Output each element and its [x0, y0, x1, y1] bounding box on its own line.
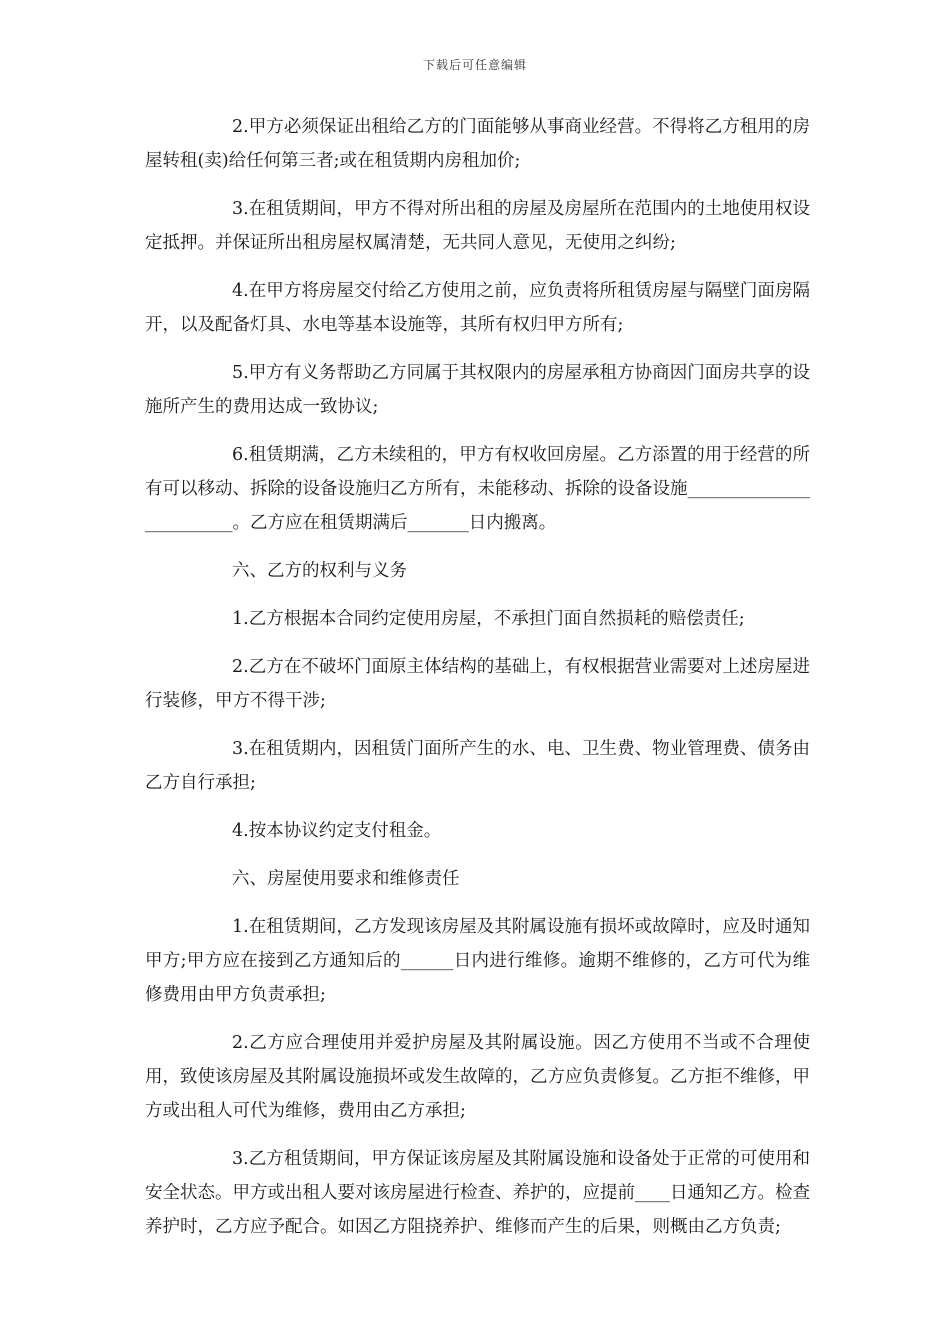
- clause-paragraph: 2.甲方必须保证出租给乙方的门面能够从事商业经营。不得将乙方租用的房屋转租(卖)给任何第三者;或在租赁期内房租加价;: [145, 117, 810, 171]
- clause-paragraph: 2.乙方在不破坏门面原主体结构的基础上，有权根据营业需要对上述房屋进行装修，甲方不得干涉;: [145, 657, 810, 711]
- clause-paragraph: 5.甲方有义务帮助乙方同属于其权限内的房屋承租方协商因门面房共享的设施所产生的费用达成一致协议;: [145, 363, 810, 417]
- clause-paragraph: 3.在租赁期间，甲方不得对所出租的房屋及房屋所在范围内的土地使用权设定抵押。并保证所出租房屋权属清楚，无共同人意见，无使用之纠纷;: [145, 199, 810, 253]
- clause-paragraph: 3.在租赁期内，因租赁门面所产生的水、电、卫生费、物业管理费、债务由乙方自行承担;: [145, 739, 810, 793]
- clause-paragraph: 1.乙方根据本合同约定使用房屋，不承担门面自然损耗的赔偿责任;: [232, 609, 745, 629]
- clause-paragraph: 4.按本协议约定支付租金。: [232, 821, 442, 841]
- clause-paragraph: 6.租赁期满，乙方未续租的，甲方有权收回房屋。乙方添置的用于经营的所有可以移动、拆除的设备设施归乙方所有，未能移动、拆除的设备设施________________________。乙方应在租赁期满后_______日内搬离。: [145, 445, 810, 533]
- clause-paragraph: 3.乙方租赁期间，甲方保证该房屋及其附属设施和设备处于正常的可使用和安全状态。甲方或出租人要对该房屋进行检查、养护的，应提前____日通知乙方。检查养护时，乙方应予配合。如因乙方阻挠养护、维修而产生的后果，则概由乙方负责;: [145, 1149, 810, 1237]
- page-header: 下载后可任意编辑: [422, 58, 527, 72]
- clause-paragraph: 4.在甲方将房屋交付给乙方使用之前，应负责将所租赁房屋与隔壁门面房隔开，以及配备灯具、水电等基本设施等，其所有权归甲方所有;: [145, 281, 810, 335]
- section-heading: 六、房屋使用要求和维修责任: [232, 869, 460, 889]
- section-heading: 六、乙方的权利与义务: [232, 561, 407, 581]
- document-body: [145, 110, 810, 1258]
- clause-paragraph: 2.乙方应合理使用并爱护房屋及其附属设施。因乙方使用不当或不合理使用，致使该房屋及其附属设施损坏或发生故障的，乙方应负责修复。乙方拒不维修，甲方或出租人可代为维修，费用由乙方承担;: [145, 1033, 810, 1121]
- clause-paragraph: 1.在租赁期间，乙方发现该房屋及其附属设施有损坏或故障时，应及时通知甲方;甲方应在接到乙方通知后的______日内进行维修。逾期不维修的，乙方可代为维修费用由甲方负责承担;: [145, 917, 810, 1005]
